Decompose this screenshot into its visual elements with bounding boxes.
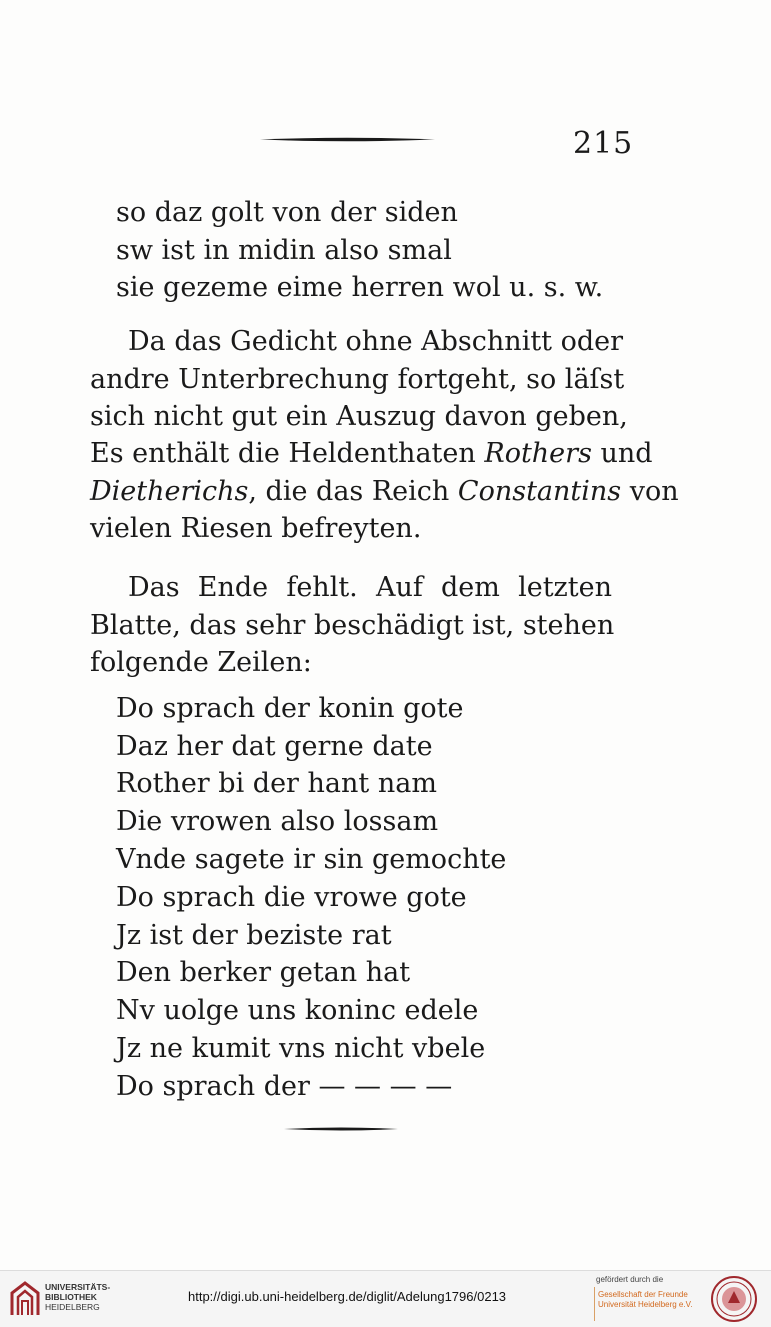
sponsor-divider [594, 1287, 595, 1321]
library-name-line: UNIVERSITÄTS- [45, 1282, 111, 1292]
verse-line: Daz her dat gerne date [116, 731, 433, 762]
sponsor-name[interactable] [598, 1290, 692, 1310]
verse-line: so daz golt von der siden [116, 197, 458, 228]
ornamental-rule-top [260, 137, 435, 142]
sponsor-label: gefördert durch die [596, 1275, 664, 1284]
text-segment: von [621, 476, 679, 507]
verse-line: Jz ist der beziste rat [116, 920, 392, 951]
library-name [45, 1282, 110, 1312]
sponsor-name-line: Gesellschaft der Freunde [598, 1290, 688, 1299]
name-constantins: Constantins [457, 476, 622, 507]
university-seal-icon [710, 1275, 758, 1323]
sponsor-name-line: Universität Heidelberg e.V. [598, 1300, 693, 1309]
paragraph-line: Das Ende fehlt. Auf dem letzten [128, 572, 612, 603]
verse-line: Rother bi der hant nam [116, 768, 437, 799]
text-segment: Es enthält die Heldenthaten [90, 438, 485, 469]
paragraph-line: folgende Zeilen: [90, 647, 312, 678]
verse-line: Jz ne kumit vns nicht vbele [116, 1033, 486, 1064]
verse-line: Do sprach der — — — — [116, 1071, 453, 1102]
verse-line: Den berker getan hat [116, 957, 411, 988]
verse-line: Nv uolge uns koninc edele [116, 995, 479, 1026]
verse-line: Vnde sagete ir sin gemochte [116, 844, 507, 875]
verse-line: Do sprach der konin gote [116, 693, 464, 724]
verse-line: Die vrowen also lossam [116, 806, 439, 837]
paragraph-line [90, 476, 679, 508]
paragraph-line: vielen Riesen befreyten. [90, 513, 422, 544]
paragraph-line [90, 438, 653, 470]
verse-line: Do sprach die vrowe gote [116, 882, 467, 913]
page-number: 215 [573, 126, 634, 161]
name-dietherichs: Dietherichs [90, 476, 249, 507]
text-segment: und [591, 438, 653, 469]
paragraph-line: Da das Gedicht ohne Abschnitt oder [128, 326, 624, 357]
library-name-line: HEIDELBERG [45, 1302, 100, 1312]
viewer-footer [0, 1270, 771, 1327]
text-segment: , die das Reich [248, 476, 458, 507]
verse-line: sie gezeme eime herren wol u. s. w. [116, 272, 604, 303]
paragraph-line: Blatte, das sehr beschädigt ist, stehen [90, 610, 615, 641]
verse-line: sw ist in midin also smal [116, 235, 452, 266]
permalink-url[interactable]: http://digi.ub.uni-heidelberg.de/diglit/Adelung1796/0213 [188, 1289, 507, 1304]
paragraph-line: andre Unterbrechung fortgeht, so läſst [90, 364, 625, 395]
name-rothers: Rothers [484, 438, 592, 469]
ornamental-rule-bottom [284, 1127, 398, 1131]
library-name-line: BIBLIOTHEK [45, 1292, 97, 1302]
paragraph-line: sich nicht gut ein Auszug davon geben, [90, 401, 628, 432]
library-logo-icon[interactable] [8, 1279, 42, 1319]
